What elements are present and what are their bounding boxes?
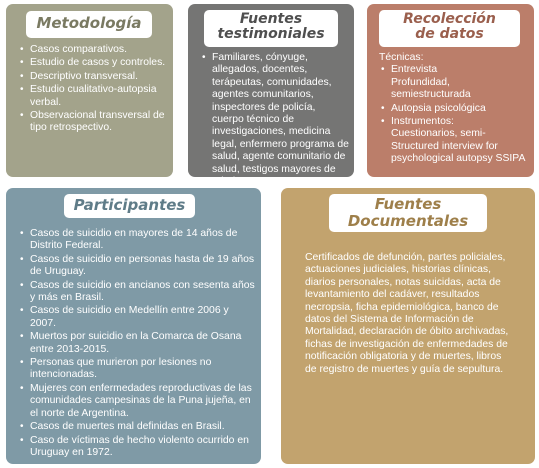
list-item: • Caso de víctimas de hecho violento ocurrido en Uruguay en 1972. bbox=[18, 435, 256, 460]
list-item: • Instrumentos: Cuestionarios, semi-Structured interview for psychological autopsy SSIPA bbox=[379, 116, 529, 166]
list-subtext: Profundidad, semiestructurada bbox=[391, 76, 471, 101]
recoleccion-card bbox=[367, 4, 534, 177]
list-item: • Familiares, cónyuge, allegados, docentes, terápeutas, comunidades, agentes comunitarios, inspectores de policía, cuerpo técnico de investigaciones, medicina legal, enfermero programa de salud, agente comunitario de salud, testigos mayores de edad. bbox=[200, 52, 350, 188]
list-item: • Estudio de casos y controles. bbox=[18, 57, 168, 69]
list-subtext: Cuestionarios, semi-Structured interview for psychological autopsy SSIPA bbox=[391, 128, 526, 165]
fuentes-documentales-card bbox=[281, 188, 535, 464]
metodologia-title: Metodología bbox=[26, 11, 152, 38]
participantes-title: Participantes bbox=[64, 194, 195, 218]
metodologia-card bbox=[6, 4, 173, 177]
list-item: • Muertos por suicidio en la Comarca de Osana entre 2013-2015. bbox=[18, 331, 256, 356]
list-item: • Observacional transversal de tipo retrospectivo. bbox=[18, 110, 168, 135]
fuentes-testimoniales-card bbox=[188, 4, 354, 188]
metodologia-list bbox=[18, 44, 168, 136]
participantes-list bbox=[18, 228, 256, 460]
list-item: • Casos comparativos. bbox=[18, 44, 168, 56]
recoleccion-body bbox=[379, 52, 529, 167]
list-item: • Casos de suicidio en Medellín entre 2006 y 2007. bbox=[18, 305, 256, 330]
fuentes-testimoniales-title: Fuentes testimoniales bbox=[204, 10, 338, 47]
recoleccion-title: Recolección de datos bbox=[379, 10, 520, 47]
list-item: • Descriptivo transversal. bbox=[18, 71, 168, 83]
list-item: • Entrevista Profundidad, semiestructurada bbox=[379, 64, 529, 101]
fuentes-testimoniales-list bbox=[200, 52, 350, 189]
list-item: • Casos de suicidio en personas hasta de 19 años de Uruguay. bbox=[18, 254, 256, 279]
list-item: • Mujeres con enfermedades reproductivas de las comunidades campesinas de la Puna jujeña, en el norte de Argentina. bbox=[18, 383, 256, 420]
list-item: • Autopsia psicológica bbox=[379, 103, 529, 115]
list-item: • Casos de suicidio en ancianos con sesenta años y más en Brasil. bbox=[18, 280, 256, 305]
participantes-card bbox=[6, 188, 261, 464]
list-item: • Personas que murieron por lesiones no intencionadas. bbox=[18, 357, 256, 382]
list-item: • Casos de suicidio en mayores de 14 años de Distrito Federal. bbox=[18, 228, 256, 253]
recoleccion-intro: Técnicas: bbox=[379, 52, 424, 63]
list-item: • Estudio cualitativo-autopsia verbal. bbox=[18, 84, 168, 109]
fuentes-documentales-title: Fuentes Documentales bbox=[329, 194, 487, 232]
list-item: • Casos de muertes mal definidas en Brasil. bbox=[18, 421, 256, 433]
fuentes-documentales-text: Certificados de defunción, partes policiales, actuaciones judiciales, historias clínicas, diarios personales, notas suicidas, acta de levantamiento del cadáver, resultados necropsia, ficha epidemiológica, banco de datos del Sistema de Información de Mortalidad, declaración de óbito archivadas, fichas de investigación de enfermedades de notificación obligatoria y de muertes, libros de registro de muertes y guía de sepultura. bbox=[305, 252, 509, 375]
